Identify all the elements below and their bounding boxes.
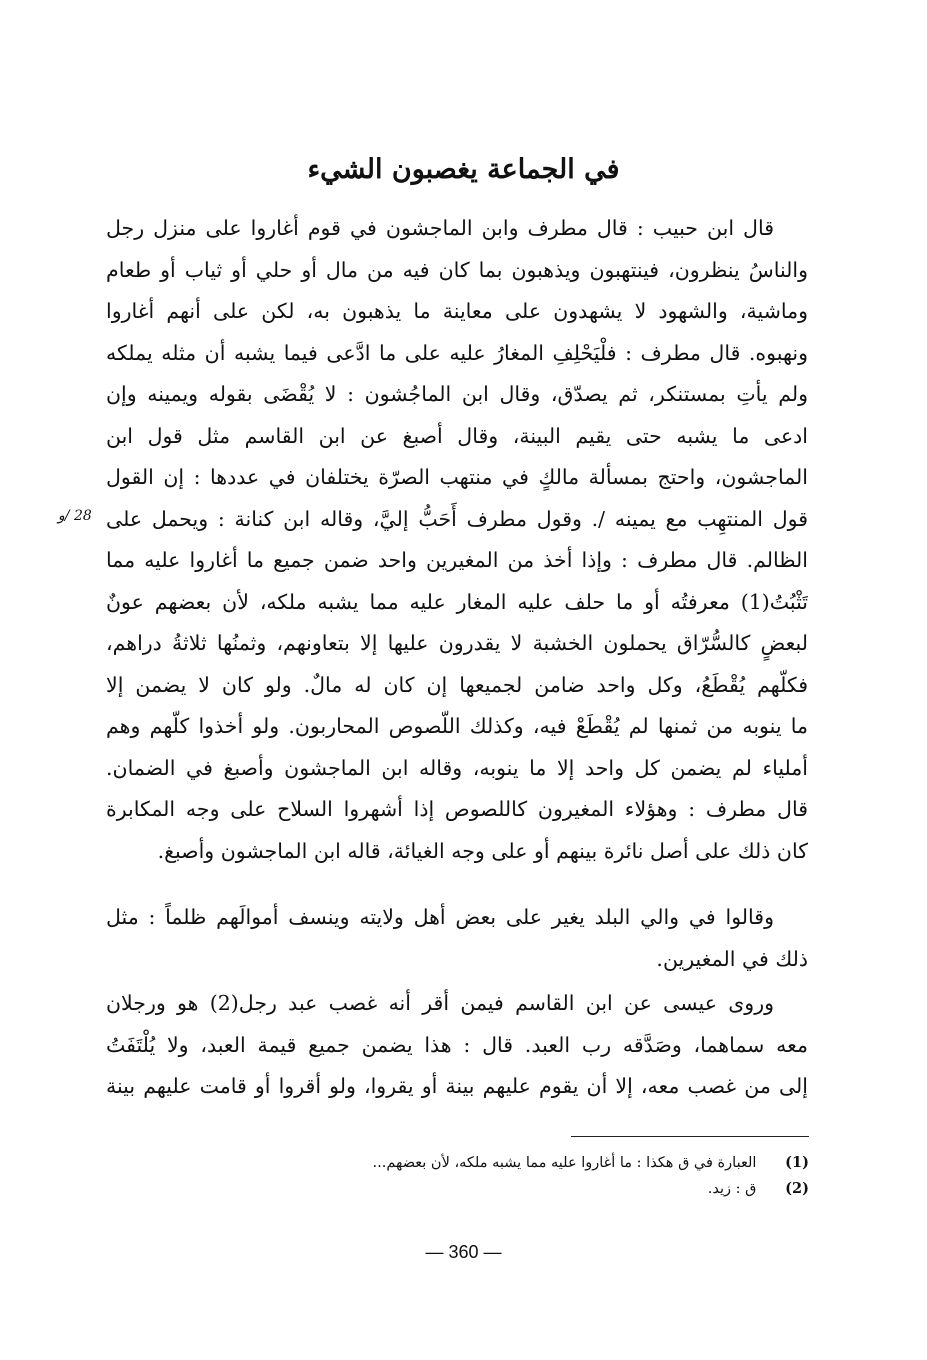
text-line: ونهبوه. قال مطرف : فلْيَحْلِفِ المغارُ عليه على ما ادَّعى فيما يشبه أن مثله يملكه: [106, 340, 808, 365]
text-line: قول المنتهِب مع يمينه /. وقول مطرف أَحَبُّ إليَّ، وقاله ابن كنانة : ويحمل على: [106, 506, 808, 531]
text-line: ذلك في المغيرين.: [656, 946, 808, 971]
text-line: قال ابن حبيب : قال مطرف وابن الماجشون في قوم أغاروا على منزل رجل: [106, 216, 774, 240]
text-line: كان ذلك على أصل نائرة بينهم أو على وجه الغيائة، قاله ابن الماجشون وأصبغ.: [157, 838, 808, 863]
text-line: الظالم. قال مطرف : وإذا أخذ من المغيرين واحد ضمن جميع ما أغاروا عليه مما: [106, 548, 808, 572]
margin-folio-note: 28 /و: [58, 508, 92, 524]
text-line: معه سماهما، وصَدَّقه رب العبد. قال : هذا يضمن جميع قيمة العبد، ولا يُلْتَفَتُ: [106, 1032, 808, 1057]
paragraph-1: [106, 208, 808, 872]
footnote-separator: [571, 1136, 809, 1137]
text-line: لبعضٍ كالسُّرّاق يحملون الخشبة لا يقدرون عليها إلا بتعاونهم، وثمنُها ثلاثةُ دراهم،: [106, 631, 808, 655]
text-line: والناسُ ينظرون، فينتهبون ويذهبون بما كان فيه من مال أو حلي أو ثياب أو طعام: [106, 257, 808, 282]
footnote-number: (1): [785, 1154, 809, 1171]
text-line: ادعى ما يشبه حتى يقيم البينة، وقال أصبغ عن ابن القاسم مثل قول ابن: [106, 423, 808, 448]
text-line: وماشية، والشهود لا يشهدون على معاينة ما يذهبون به، لكن على أنهم أغاروا: [106, 299, 808, 323]
footnote-text: ق : زيد.: [707, 1181, 757, 1197]
page-title: في الجماعة يغصبون الشيء: [307, 154, 620, 185]
text-line: تَثْبُتُ(1) معرفتُه أو ما حلف عليه المغار عليه مما يشبه ملكه، لأن بعضهم عونٌ: [106, 589, 808, 614]
footnotes: [119, 1150, 809, 1202]
paragraph-2: [106, 897, 808, 980]
page-number: — 360 —: [425, 1242, 502, 1262]
text-line: وقالوا في والي البلد يغير على بعض أهل ولايته وينسف أموالَهم ظلماً : مثل: [106, 905, 774, 929]
footnote-item: [119, 1150, 809, 1176]
footnote-item: [119, 1176, 809, 1202]
footnote-number: (2): [785, 1180, 809, 1197]
text-line: أملياء لم يضمن كل واحد إلا ما ينوبه، وقاله ابن الماجشون وأصبغ في الضمان.: [106, 755, 808, 780]
paragraph-3: [106, 983, 808, 1108]
text-line: فكلّهم يُقْطَعُ، وكل واحد ضامن لجميعها إن كان له مالٌ. ولو كان لا يضمن إلا: [106, 672, 808, 697]
text-line: قال مطرف : وهؤلاء المغيرون كاللصوص إذا أشهروا السلاح على وجه المكابرة: [106, 797, 808, 821]
text-line: ولم يأتِ بمستنكر، ثم يصدّق، وقال ابن الماجُشون : لا يُقْضَى بقوله ويمينه وإن: [106, 382, 808, 406]
text-line: وروى عيسى عن ابن القاسم فيمن أقر أنه غصب عبد رجل(2) هو ورجلان: [106, 991, 774, 1015]
text-line: إلى من غصب معه، إلا أن يقوم عليهم بينة أو يقروا، ولو أقروا أو قامت عليهم بينة: [106, 1074, 808, 1098]
text-line: الماجشون، واحتج بمسألة مالكٍ في منتهب الصرّة يختلفان في عددها : إن القول: [106, 465, 808, 489]
text-line: ما ينوبه من ثمنها لم يُقْطَعْ فيه، وكذلك اللّصوص المحاربون. ولو أخذوا كلّهم وهم: [106, 714, 808, 738]
footnote-text: العبارة في ق هكذا : ما أغاروا عليه مما يشبه ملكه، لأن بعضهم...: [372, 1155, 757, 1171]
